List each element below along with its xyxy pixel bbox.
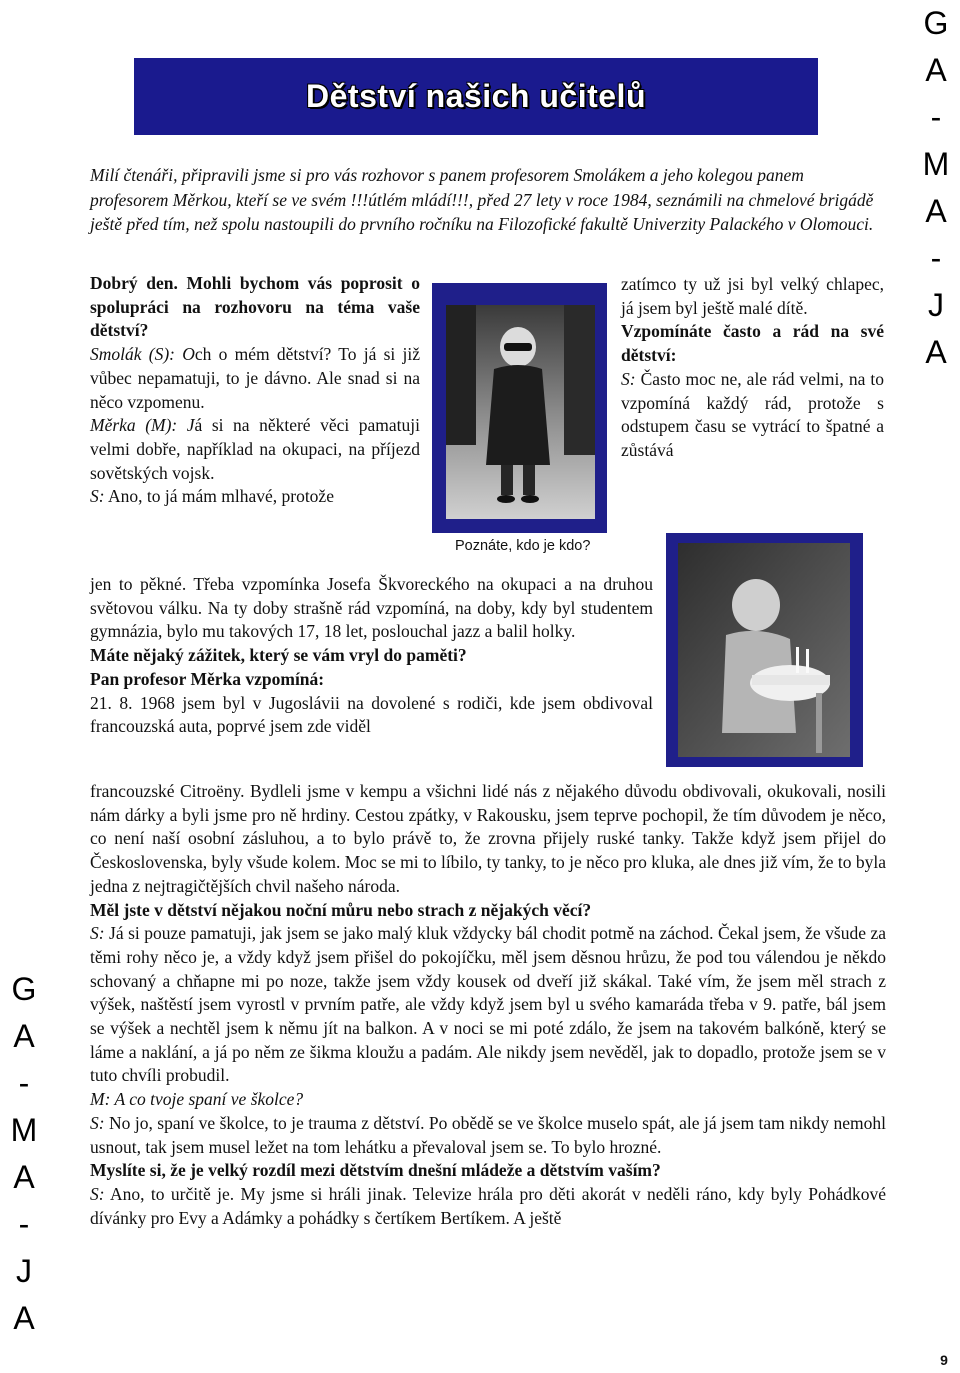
side-letter: J	[928, 287, 944, 323]
side-letter: -	[18, 1206, 30, 1242]
paragraph: 21. 8. 1968 jsem byl v Jugoslávii na dovolené s rodiči, kde jsem obdivoval francouzská auta, poprvé jsem zde viděl	[90, 692, 653, 737]
question-3-intro: Pan profesor Měrka vzpomíná:	[90, 668, 325, 689]
paragraph: francouzské Citroëny. Bydleli jsme v kempu a všichni lidé nás z nějakého důvodu obdivovali, okukovali, nosili nám dárky a byli jsme pro ně hrdiny. Cestou zpátky, v Rakousku, jsem teprve pochopil, že tím důvodem je něco, co není naší osobní zásluhou, a to bylo právě to, že zrovna přijely ruské tanky. Takže když jsem přijel do Československa, byly všude kolem. Moc se mi to líbilo, ty tanky, to je něco pro kluka, ale dnes již vím, že to byla jedna z nejtragičtějších chvil našeho národa.	[90, 781, 886, 896]
side-letter: M	[10, 1112, 38, 1148]
photo-boy-illustration	[446, 305, 595, 519]
side-letter: A	[925, 334, 947, 370]
answer-6	[90, 1088, 886, 1112]
question-5: Myslíte si, že je velký rozdíl mezi dětstvím dnešní mládeže a dětstvím vaším?	[90, 1160, 661, 1181]
photo-toddler-with-cake	[678, 543, 850, 757]
speaker: M:	[90, 1089, 111, 1110]
reply-1: zatímco ty už jsi byl velký chlapec, já jsem byl ještě malé dítě.	[621, 274, 884, 318]
side-letter: A	[13, 1018, 35, 1054]
answer-text: Já si pouze pamatuji, jak jsem se jako malý kluk vždycky bál chodit potmě na záchod. Čekal jsem, že všude za těmi rohy něco je, a vždy když jsem přišel do pokojíčku, měl jsem děsnou hrůzu, že pod tou válendou je někdo schovaný a chňapne mi po noze, takže jsem vždy kousek od dveří již skákal. Také vím, že jsem měl strach z výšek, naštěstí jsem vyrostl v prvním patře, ale vždy když jsem byl u svého kamaráda třeba v 9. patře, bál jsem se výšek a nechtěl jsem k němu jít na balkon. A v noci se mi poté zdálo, že jsem na takovém balkóně, který se láme a naklání, a já po něm ze šikma kloužu a padám. Ale nikdy jsem nevěděl, jak to dopadlo, protože jsem se v tuto chvíli probudil.	[90, 923, 886, 1086]
answer-8	[90, 1183, 886, 1230]
side-letters-right	[912, 0, 960, 376]
right-column	[621, 273, 884, 463]
answer-text: Ano, to já mám mlhavé, protože	[104, 486, 334, 507]
photo-caption: Poznáte, kdo je kdo?	[455, 538, 591, 554]
intro-paragraph: Milí čtenáři, připravili jsme si pro vás rozhovor s panem profesorem Smolákem a jeho kolegou panem profesorem Měrkou, kteří se ve svém !!!útlém mládí!!!, před 27 lety v roce 1984, seznámili na chmelové brigádě ještě před tím, než spolu nastoupili do prvního ročníku na Filozofické fakultě Univerzity Palackého v Olomouci.	[90, 165, 874, 234]
side-letter: G	[11, 971, 37, 1007]
page-number: 9	[940, 1352, 948, 1368]
speaker: S:	[90, 486, 105, 507]
middle-text-block	[90, 573, 653, 739]
speaker: Smolák (S): O	[90, 344, 195, 365]
question-4: Měl jste v dětství nějakou noční můru nebo strach z nějakých věcí?	[90, 899, 592, 920]
photo-frame-boy	[432, 283, 607, 533]
speaker: S:	[90, 1183, 105, 1204]
side-letter: M	[922, 146, 950, 182]
page-title: Dětství našich učitelů	[306, 78, 646, 114]
photo-toddler-illustration	[678, 543, 850, 757]
full-width-text-block	[90, 780, 886, 1230]
side-letter: -	[930, 99, 942, 135]
answer-2	[90, 414, 420, 485]
side-letters-left	[0, 966, 48, 1342]
left-column	[90, 272, 420, 509]
answer-text: A co tvoje spaní ve školce?	[110, 1089, 304, 1110]
side-letter: G	[923, 5, 949, 41]
speaker: Měrka (M): J	[90, 415, 195, 436]
speaker: S:	[90, 1112, 105, 1133]
side-letter: A	[13, 1300, 35, 1336]
answer-text: Ano, to určitě je. My jsme si hráli jinak. Televize hrála pro děti akorát v neděli ráno, kdy byly Pohádkové dívánky pro Evy a Adámky a pohádky s čertíkem Bertíkem. A ještě	[90, 1183, 886, 1228]
answer-text: No jo, spaní ve školce, to je trauma z dětství. Po obědě se ve školce muselo spát, ale já jsem tam nikdy nemohl usnout, tak jsem musel ležet na tom lehátku a převaloval jsem se. To bylo hrozné.	[90, 1112, 886, 1157]
answer-5	[90, 922, 886, 1088]
answer-text: ch o mém dětství? To já si již vůbec nepamatuji, to je dávno. Ale snad si na něco vzpomenu.	[90, 344, 421, 412]
answer-text: á si na některé věci pamatuji velmi dobře, například na okupaci, na příjezd sovětských vojsk.	[90, 415, 420, 483]
speaker: S:	[90, 923, 105, 944]
answer-4	[621, 368, 884, 463]
side-letter: -	[18, 1065, 30, 1101]
side-letter: J	[16, 1253, 32, 1289]
side-letter: A	[925, 52, 947, 88]
photo-boy-with-sunglasses	[446, 305, 595, 519]
answer-1	[90, 343, 420, 414]
title-banner	[134, 58, 818, 135]
speaker: S:	[621, 368, 636, 389]
side-letter: -	[930, 240, 942, 276]
question-3: Máte nějaký zážitek, který se vám vryl do paměti?	[90, 645, 467, 666]
question-2: Vzpomínáte často a rád na své dětství:	[621, 321, 884, 366]
answer-3	[90, 485, 420, 509]
answer-text: Často moc ne, ale rád velmi, na to vzpomíná každý rád, protože s odstupem času se vytrácí to špatné a zůstává	[621, 368, 884, 460]
question-1: Dobrý den. Mohli bychom vás poprosit o spolupráci na rozhovoru na téma vaše dětství?	[90, 273, 420, 341]
side-letter: A	[13, 1159, 35, 1195]
side-letter: A	[925, 193, 947, 229]
paragraph: jen to pěkné. Třeba vzpomínka Josefa Škvoreckého na okupaci a na druhou světovou válku. Na ty doby strašně rád vzpomíná, na doby, kdy byl studentem gymnázia, bylo mu takových 17, 18 let, poslouchal jazz a balil holky.	[90, 574, 653, 642]
photo-frame-toddler	[666, 533, 863, 767]
answer-7	[90, 1112, 886, 1159]
